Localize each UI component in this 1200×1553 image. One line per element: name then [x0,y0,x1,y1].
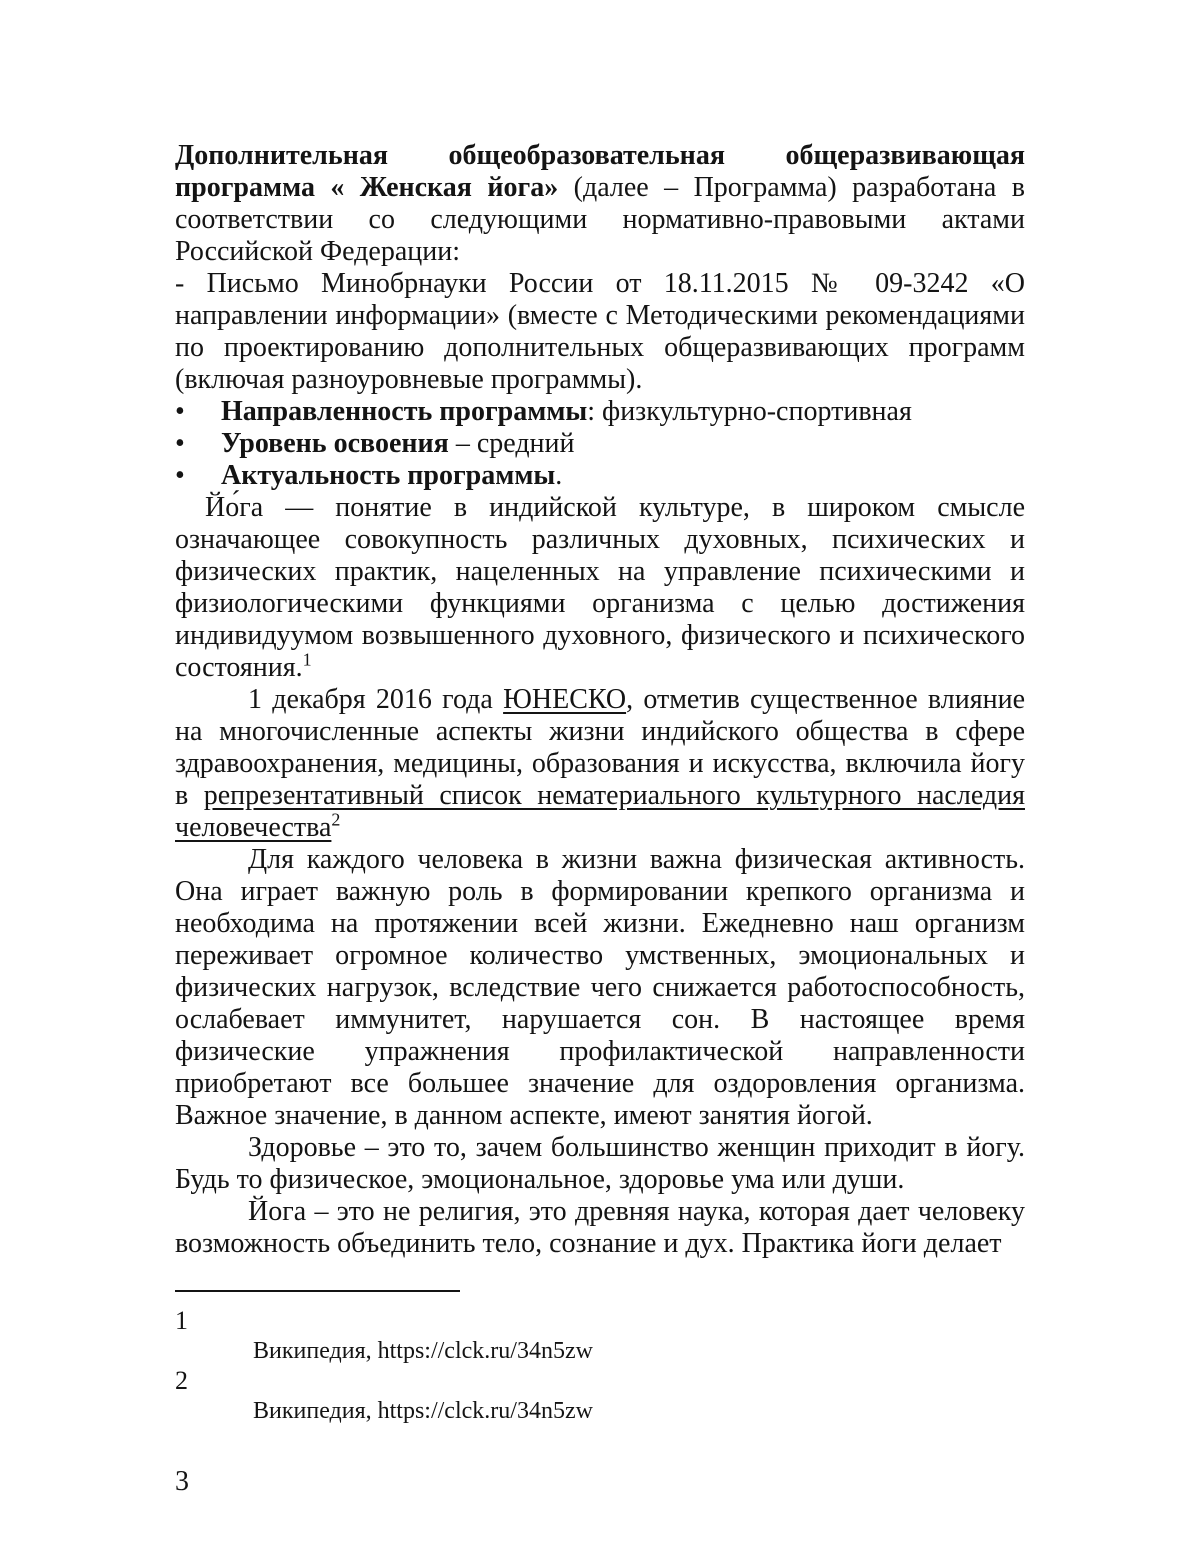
bullet-label-rest: – средний [448,428,575,459]
bullet-label-rest: : физкультурно-спортивная [587,396,912,427]
footnote-separator [175,1290,460,1292]
bullet-text [221,460,562,492]
paragraph-letter: - Письмо Минобрнауки России от 18.11.2015 № 09-3242 «О направлении информации» (вместе с Методическими рекомендациями по проектированию дополнительных общеразвивающих программ (включая разноуровневые программы). [175,268,1025,395]
link-unesco[interactable]: ЮНЕСКО [503,684,627,715]
bullet-label-rest: . [555,460,563,491]
page-number: 3 [175,1466,189,1497]
program-title-bold: Дополнительная общеобразовательная общеразвивающая программа « Женская йога» [175,140,1025,203]
paragraph-intro-rest: (далее – Программа) разработана в соответствии со следующими нормативно-правовыми актами Российской Федерации: [175,172,1025,267]
footnote-text: Википедия, https://clck.ru/34n5zw [253,1398,593,1424]
unesco-mid: , отметив существенное влияние на многочисленные аспекты жизни индийского общества в сфере здравоохранения, медицины, образования и искусства, включила йогу в [175,684,1026,811]
bullet-item-level [175,428,1025,460]
paragraph-unesco [175,684,1025,844]
bullet-icon: • [175,396,185,427]
bullet-text [221,428,575,460]
footnote-2 [175,1366,1025,1426]
footnote-ref-2[interactable]: 2 [331,809,341,830]
footnote-number: 1 [175,1306,188,1335]
yoga-definition-text: Йо́га — понятие в индийской культуре, в широком смысле означающее совокупность различных духовных, психических и физических практик, нацеленных на управление психическими и физиологическими функциями организма с целью достижения индивидуумом возвышенного духовного, физического и психического состояния. [175,492,1025,683]
bullet-label-bold: Уровень освоения [221,428,449,459]
bullet-label-bold: Актуальность программы [221,460,556,491]
bullet-icon: • [175,428,185,459]
footnote-1 [175,1306,1025,1366]
unesco-start: 1 декабря 2016 года [248,684,504,715]
bullet-icon: • [175,460,185,491]
bullet-label-bold: Направленность программы [221,396,588,427]
footnote-text: Википедия, https://clck.ru/34n5zw [253,1338,593,1364]
paragraph-health: Здоровье – это то, зачем большинство женщин приходит в йогу. Будь то физическое, эмоциональное, здоровье ума или души. [175,1132,1025,1195]
paragraph-yoga-science: Йога – это не религия, это древняя наука, которая дает человеку возможность объединить тело, сознание и дух. Практика йоги делает [175,1196,1025,1259]
bullet-item-relevance [175,460,1025,492]
link-heritage-list[interactable]: репрезентативный список нематериального культурного наследия человечества [175,780,1025,843]
bullet-item-direction [175,396,1025,428]
footnote-number: 2 [175,1366,188,1395]
bullet-text [221,396,912,428]
footnote-ref-1[interactable]: 1 [302,649,312,670]
paragraph-physical-activity: Для каждого человека в жизни важна физическая активность. Она играет важную роль в формировании крепкого организма и необходима на протяжении всей жизни. Ежедневно наш организм переживает огромное количество умственных, эмоциональных и физических нагрузок, вследствие чего снижается работоспособность, ослабевает иммунитет, нарушается сон. В настоящее время физические упражнения профилактической направленности приобретают все большее значение для оздоровления организма. Важное значение, в данном аспекте, имеют занятия йогой. [175,844,1025,1131]
paragraph-yoga-definition [175,492,1025,684]
paragraph-intro [175,140,1025,268]
document-content [175,140,1025,1498]
